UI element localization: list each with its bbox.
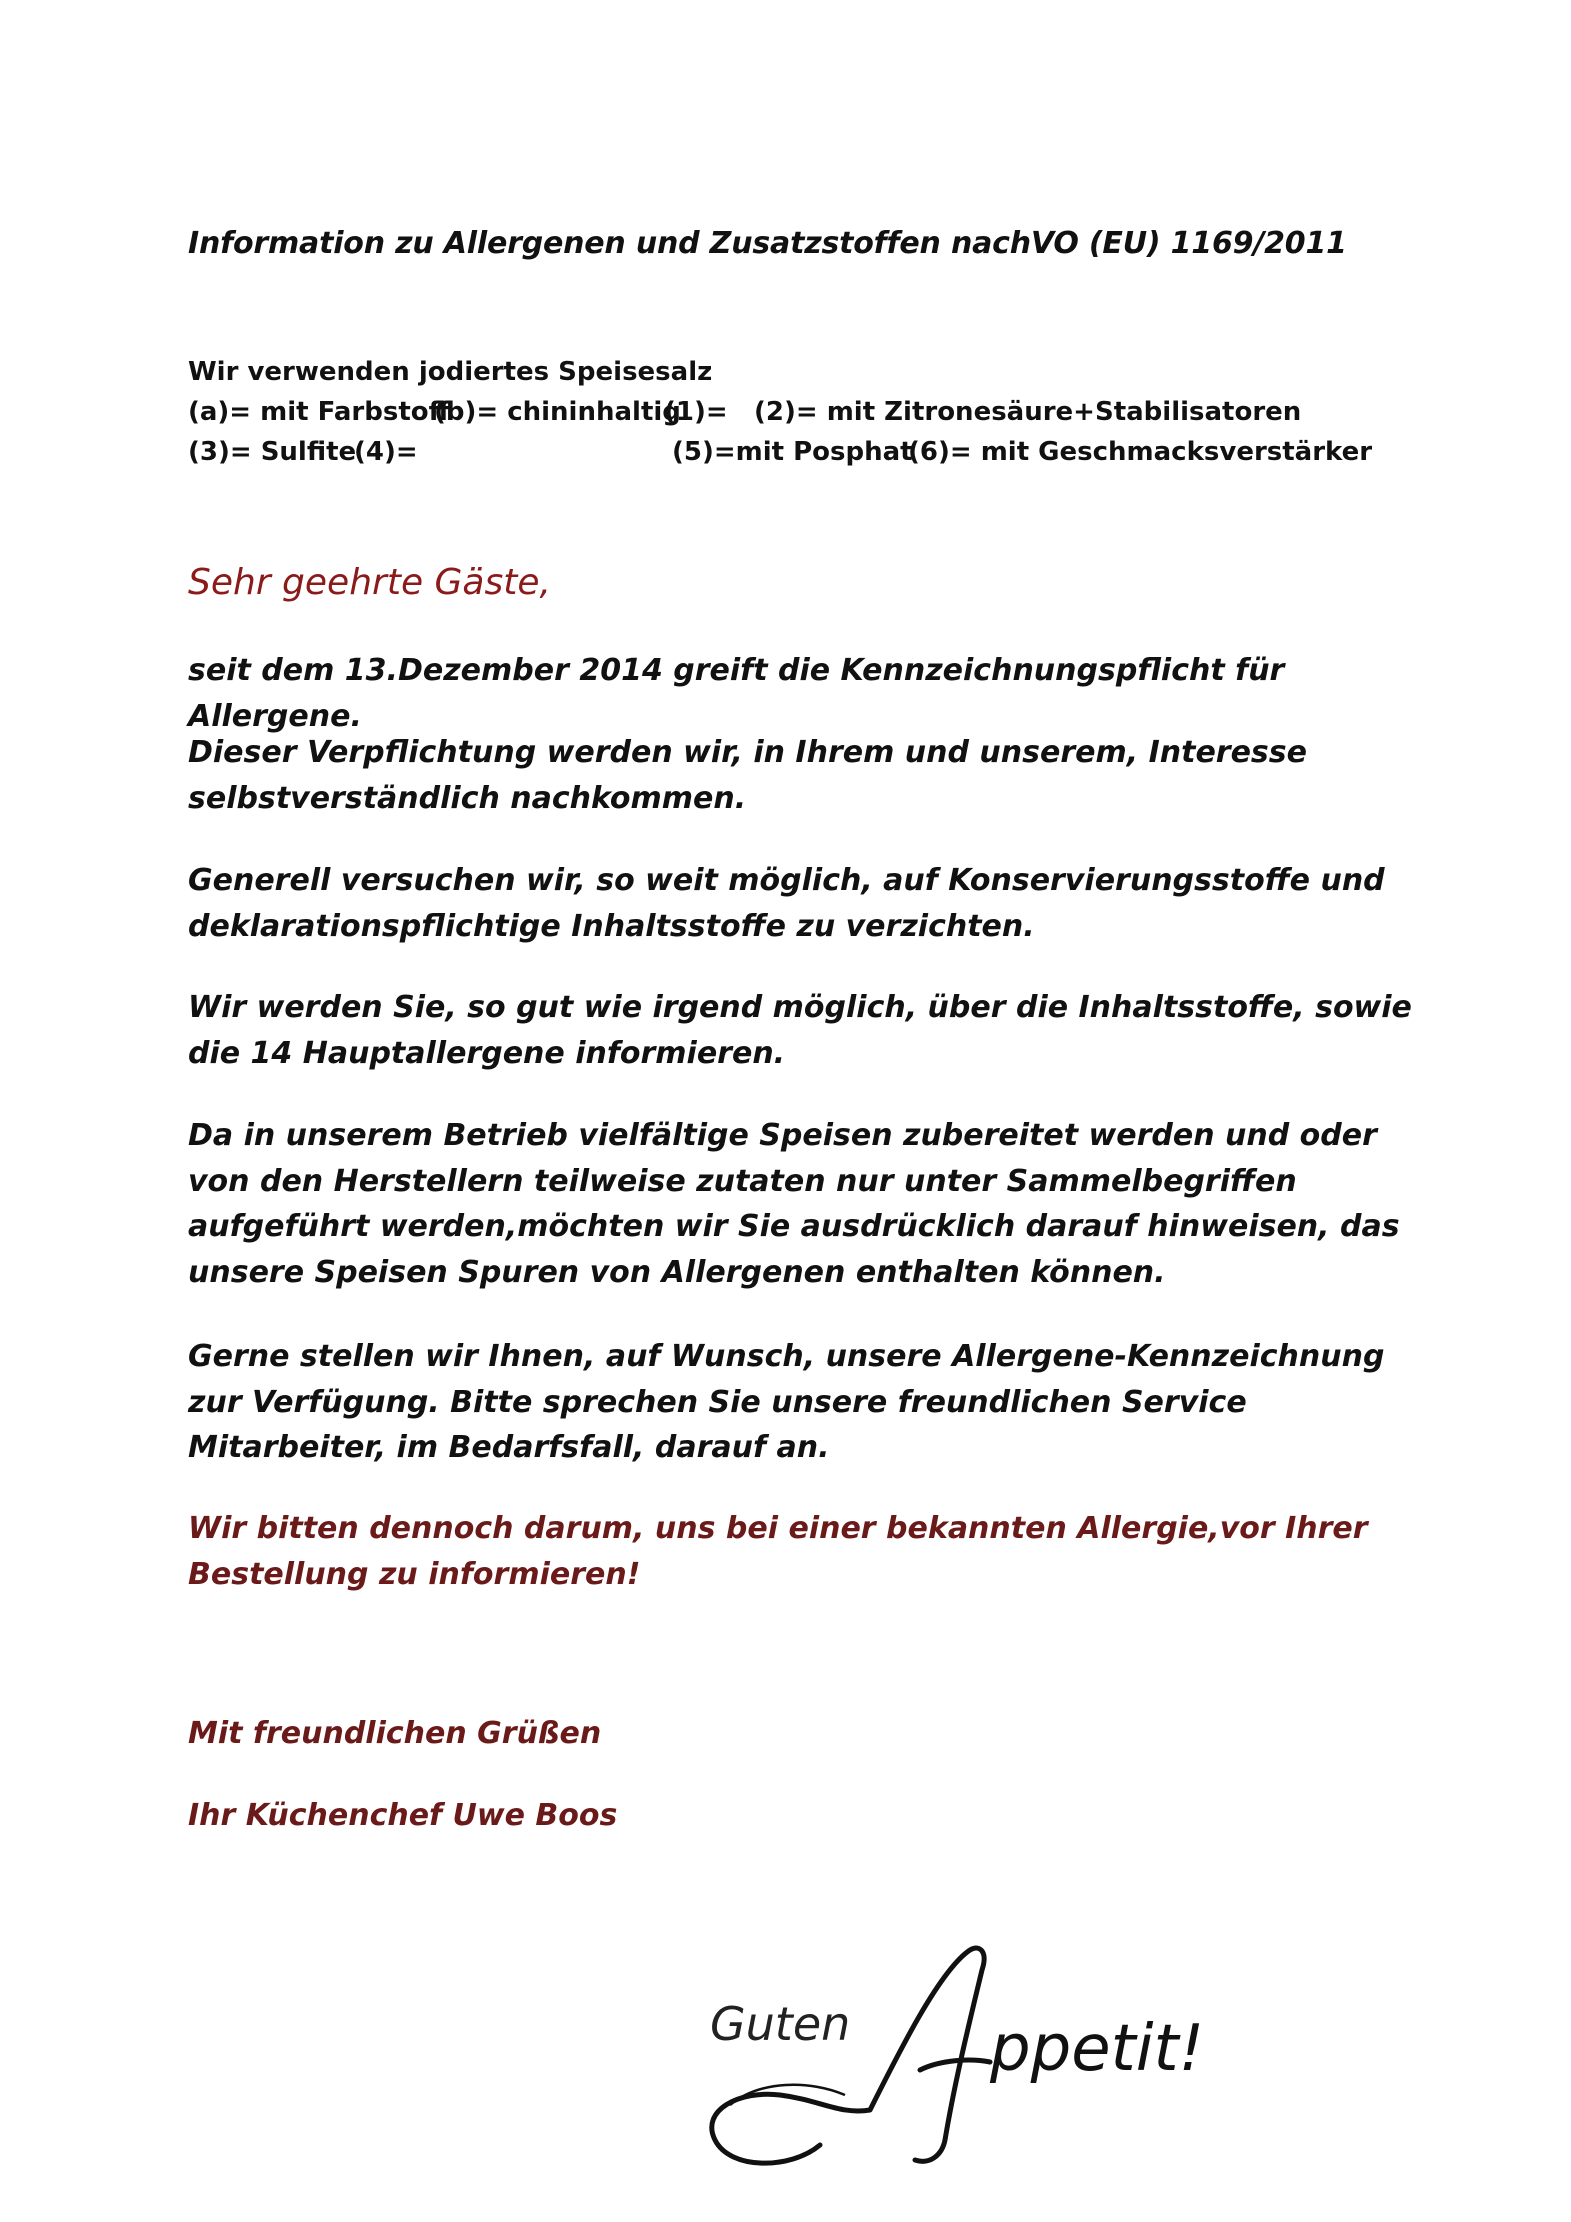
legend-3: (3)= Sulfite xyxy=(188,437,357,467)
legend-5: (5)=mit Posphat xyxy=(672,437,913,467)
legend-b: (b)= chininhaltig xyxy=(434,397,681,427)
guten-appetit-logo xyxy=(670,1930,1230,2180)
paragraph-preservatives: Generell versuchen wir, so weit möglich, auf Konservierungsstoffe und deklarationspflichtige Inhaltsstoffe zu verzichten. xyxy=(188,863,1385,944)
paragraph-traces-warning: Da in unserem Betrieb vielfältige Speisen zubereitet werden und oder von den Herstellern teilweise zutaten nur unter Sammelbegriffen aufgeführt werden,möchten wir Sie ausdrücklich darauf hinweisen, das unsere Speisen Spuren von Allergenen enthalten können. xyxy=(188,1118,1400,1290)
legend-2: (2)= mit Zitronesäure+Stabilisatoren xyxy=(754,397,1302,427)
paragraph-service-info: Gerne stellen wir Ihnen, auf Wunsch, unsere Allergene-Kennzeichnung zur Verfügung. Bitte sprechen Sie unsere freundlichen Service Mitarbeiter, im Bedarfsfall, darauf an. xyxy=(188,1339,1385,1465)
logo-word-guten: Guten xyxy=(710,1997,851,2051)
paragraph-allergy-request: Wir bitten dennoch darum, uns bei einer bekannten Allergie,vor Ihrer Bestellung zu informieren! xyxy=(188,1511,1368,1592)
closing-signature: Ihr Küchenchef Uwe Boos xyxy=(188,1798,618,1833)
document-title: Information zu Allergenen und Zusatzstoffen nachVO (EU) 1169/2011 xyxy=(188,226,1347,261)
greeting: Sehr geehrte Gäste, xyxy=(188,562,551,603)
logo-word-appetit: ppetit! xyxy=(990,2012,1205,2086)
paragraph-main-allergens: Wir werden Sie, so gut wie irgend möglich, über die Inhaltsstoffe, sowie die 14 Hauptallergene informieren. xyxy=(188,990,1412,1071)
paragraph-obligation: Dieser Verpflichtung werden wir, in Ihrem und unserem, Interesse selbstverständlich nachkommen. xyxy=(188,735,1307,816)
legend-1: (1)= xyxy=(664,397,728,427)
paragraph-labeling-date: seit dem 13.Dezember 2014 greift die Kennzeichnungspflicht für Allergene. xyxy=(188,653,1285,734)
legend-salt: Wir verwenden jodiertes Speisesalz xyxy=(188,357,713,387)
legend-a: (a)= mit Farbstoff xyxy=(188,397,450,427)
closing-regards: Mit freundlichen Grüßen xyxy=(188,1716,602,1751)
legend-4: (4)= xyxy=(354,437,418,467)
legend-6: (6)= mit Geschmacksverstärker xyxy=(908,437,1373,467)
